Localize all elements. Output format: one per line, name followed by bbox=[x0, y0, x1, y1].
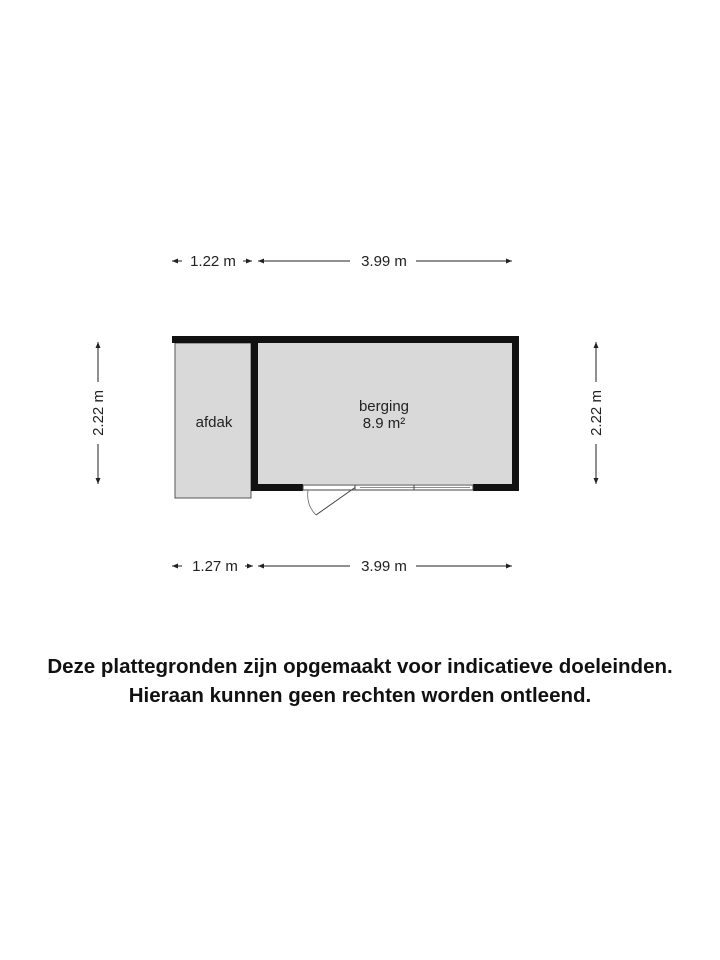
dimension-left-vertical: 2.22 m bbox=[90, 390, 107, 436]
disclaimer-line-2: Hieraan kunnen geen rechten worden ontleend. bbox=[128, 684, 592, 707]
dimension-top-right: 3.99 m bbox=[361, 253, 407, 270]
room-berging-label: berging bbox=[358, 398, 410, 415]
disclaimer bbox=[0, 652, 720, 710]
room-berging-area: 8.9 m² bbox=[362, 415, 406, 432]
dimension-right-vertical: 2.22 m bbox=[588, 390, 605, 436]
dimension-top-left: 1.22 m bbox=[190, 253, 236, 270]
door-opening bbox=[303, 485, 355, 515]
window-opening bbox=[355, 485, 473, 490]
dimension-bottom-left: 1.27 m bbox=[192, 558, 238, 575]
disclaimer-line-1: Deze plattegronden zijn opgemaakt voor indicatieve doeleinden. bbox=[47, 655, 673, 678]
room-afdak-label: afdak bbox=[195, 414, 233, 431]
dimension-bottom-right: 3.99 m bbox=[361, 558, 407, 575]
